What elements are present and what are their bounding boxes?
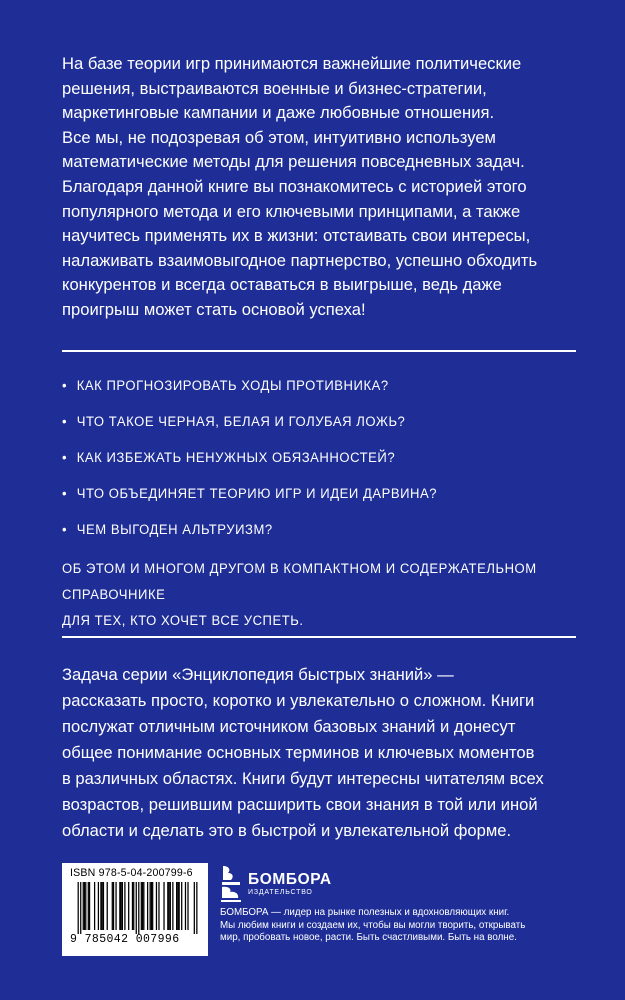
barcode-bar	[152, 882, 153, 930]
question-text: ЧЕМ ВЫГОДЕН АЛЬТРУИЗМ?	[76, 522, 273, 538]
series-line: возрастов, решившим расширить свои знания в той или иной	[62, 795, 538, 814]
barcode-bar	[78, 882, 79, 934]
series-line: общее понимание основных терминов и ключевых моментов	[62, 743, 535, 762]
intro-line: проигрыш может стать основой успеха!	[62, 299, 366, 319]
question-text: КАК ИЗБЕЖАТЬ НЕНУЖНЫХ ОБЯЗАННОСТЕЙ?	[76, 450, 396, 466]
intro-line: решения, выстраиваются военные и бизнес-стратегии,	[62, 78, 487, 98]
intro-line: Все мы, не подозревая об этом, интуитивно используем	[62, 127, 496, 147]
barcode-bar	[122, 882, 123, 930]
barcode-bar	[103, 882, 104, 930]
intro-line: маркетинговые кампании и даже любовные отношения.	[62, 103, 495, 123]
question-item	[62, 520, 540, 556]
barcode-bar	[138, 882, 139, 934]
question-item	[62, 376, 540, 412]
tagline-line: БОМБОРА — лидер на рынке полезных и вдохновляющих книг.	[220, 907, 510, 918]
question-list	[62, 376, 582, 556]
barcode-bar	[196, 882, 197, 934]
barcode-bar	[133, 882, 134, 930]
divider-top	[62, 350, 576, 352]
barcode-bar	[84, 882, 85, 930]
barcode-bar	[150, 882, 151, 930]
barcode-bar	[163, 882, 164, 930]
barcode-bar	[98, 882, 99, 930]
bullet-icon: •	[62, 522, 68, 538]
barcode-box	[62, 863, 208, 956]
barcode-bar	[158, 882, 159, 930]
intro-line: Благодаря данной книге вы познакомитесь с историей этого	[62, 176, 527, 196]
series-line: в различных областях. Книги будут интересны читателям всех	[62, 769, 544, 788]
intro-line: научитесь применять их в жизни: отстаивать свои интересы,	[62, 226, 531, 246]
question-item	[62, 412, 540, 448]
question-text: КАК ПРОГНОЗИРОВАТЬ ХОДЫ ПРОТИВНИКА?	[76, 378, 389, 394]
series-line: Задача серии «Энциклопедия быстрых знаний» —	[62, 665, 454, 684]
barcode-bar	[124, 882, 125, 930]
barcode-bar	[119, 882, 120, 930]
barcode-bar	[132, 882, 133, 930]
barcode-bar	[176, 882, 177, 930]
intro-line: На базе теории игр принимаются важнейшие политические	[62, 54, 522, 73]
intro-line: математические методы для решения повседневных задач.	[62, 152, 525, 172]
barcode-bar	[113, 882, 114, 930]
barcode-bar	[115, 882, 116, 930]
bullet-icon: •	[62, 450, 68, 466]
bombora-wave-icon	[220, 864, 242, 904]
barcode-bar	[194, 882, 195, 934]
barcode-bar	[167, 882, 168, 930]
barcode-bar	[112, 882, 113, 930]
series-description	[62, 662, 582, 844]
question-item	[62, 484, 540, 520]
barcode-bar	[85, 882, 86, 930]
barcode-bar	[187, 882, 188, 930]
barcode-bar	[147, 882, 148, 930]
divider-bottom	[62, 636, 576, 638]
barcode-bar	[80, 882, 81, 934]
barcode-image	[70, 882, 200, 934]
barcode-bar	[120, 882, 121, 930]
barcode-bar	[172, 882, 173, 930]
tagline-line: мир, пробовать новое, расти. Быть счастливыми. Быть на волне.	[220, 932, 517, 944]
barcode-bar	[151, 882, 152, 930]
series-line: послужат отличным источником базовых знаний и донесут	[62, 717, 516, 736]
question-text: ЧТО ТАКОЕ ЧЕРНАЯ, БЕЛАЯ И ГОЛУБАЯ ЛОЖЬ?	[76, 414, 406, 430]
series-line: рассказать просто, коротко и увлекательно о сложном. Книги	[62, 691, 535, 710]
barcode-bar	[100, 882, 101, 930]
logo-text	[248, 872, 332, 897]
summary-line: ОБ ЭТОМ И МНОГОМ ДРУГОМ В КОМПАКТНОМ И СОДЕРЖАТЕЛЬНОМ СПРАВОЧНИКЕ	[62, 561, 537, 603]
publisher-subtitle: ИЗДАТЕЛЬСТВО	[248, 888, 313, 896]
barcode-bar	[143, 882, 144, 930]
barcode-bar	[107, 882, 108, 930]
bullet-icon: •	[62, 486, 68, 502]
barcode-bar	[141, 882, 142, 930]
barcode-bar	[185, 882, 186, 930]
publisher-block	[220, 864, 560, 945]
series-line: области и сделать это в быстрой и увлекательной форме.	[62, 821, 512, 840]
barcode-bar	[94, 882, 95, 930]
barcode-bar	[136, 882, 137, 934]
intro-line: налаживать взаимовыгодное партнерство, успешно обходить	[62, 250, 538, 270]
summary-line: ДЛЯ ТЕХ, КТО ХОЧЕТ ВСЕ УСПЕТЬ.	[62, 613, 304, 629]
intro-line: популярного метода и его ключевыми принципами, а также	[62, 201, 521, 221]
barcode-bar	[88, 882, 89, 930]
intro-text	[62, 52, 582, 323]
barcode-bar	[156, 882, 157, 930]
barcode-bar	[102, 882, 103, 930]
question-text: ЧТО ОБЪЕДИНЯЕТ ТЕОРИЮ ИГР И ИДЕИ ДАРВИНА?	[76, 486, 438, 502]
barcode-bar	[128, 882, 129, 930]
barcode-bar	[170, 882, 171, 930]
barcode-bar	[177, 882, 178, 930]
barcode-bar	[168, 882, 169, 930]
barcode-bar	[179, 882, 180, 930]
tagline-line: Мы любим книги и создаем их, чтобы вы могли творить, открывать	[220, 919, 526, 931]
bullet-icon: •	[62, 414, 68, 430]
ean-number: 9 785042 007996	[70, 933, 180, 946]
bullet-icon: •	[62, 378, 68, 394]
barcode-bar	[142, 882, 143, 930]
isbn-label: ISBN 978-5-04-200799-6	[70, 867, 193, 879]
publisher-tagline	[220, 907, 540, 945]
question-item	[62, 448, 540, 484]
intro-line: конкурентов и всегда оставаться в выигрыше, ведь даже	[62, 275, 502, 295]
publisher-logo	[220, 864, 560, 904]
barcode-bar	[83, 882, 84, 930]
summary-text	[62, 556, 577, 634]
barcode-bar	[181, 882, 182, 930]
barcode-bar	[89, 882, 90, 930]
publisher-name: БОМБОРА	[248, 870, 332, 888]
